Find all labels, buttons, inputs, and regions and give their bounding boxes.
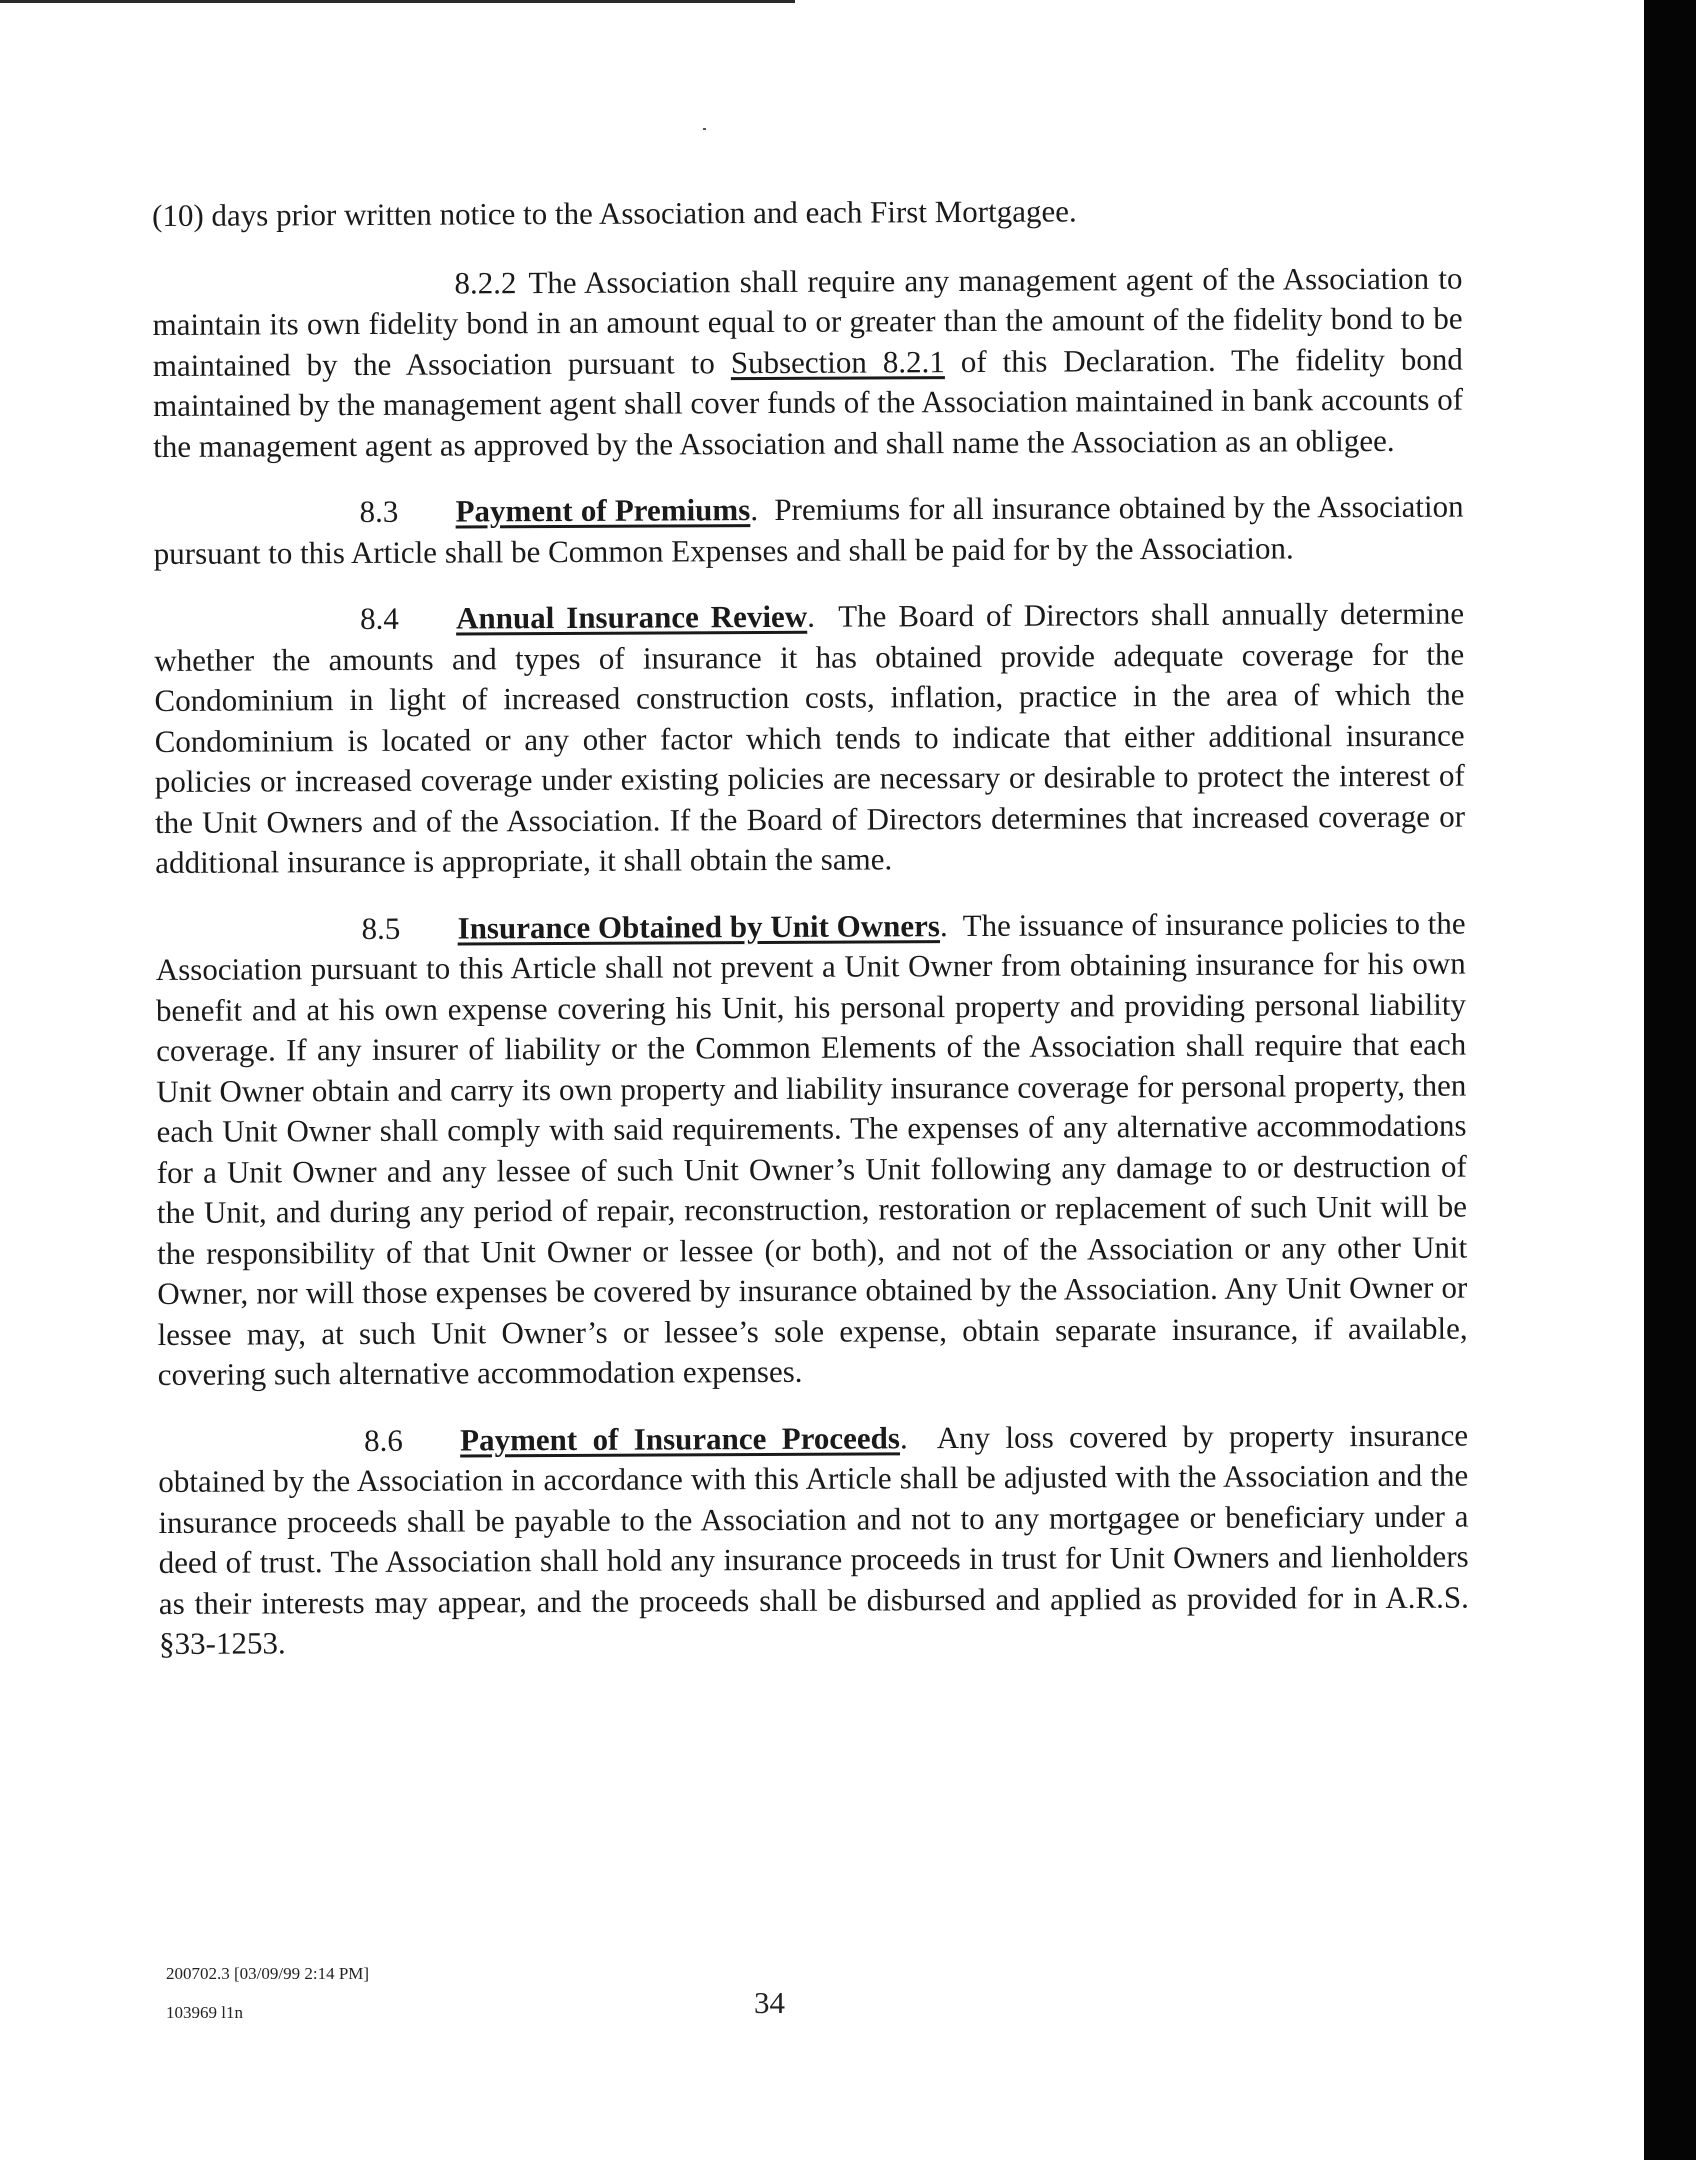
section-text: The issuance of insurance policies to the Association pursuant to this Article shall not prevent a Unit Owner from obtaining insurance for his own benefit and at his own expense covering his Unit, his personal property and providing personal liability coverage. If any insurer of liability or the Common Elements of the Association shall require that each Unit Owner obtain and carry its own property and liability insurance coverage for personal property, then each Unit Owner shall comply with said requirements. The expenses of any alternative accommodations for a Unit Owner and any lessee of such Unit Owner’s Unit following any damage to or destruction of the Unit, and during any period of repair, reconstruction, restoration or replacement of such Unit will be the responsibility of that Unit Owner or lessee (or both), and not of the Association or any other Unit Owner, nor will those expenses be covered by insurance obtained by the Association. Any Unit Owner or lessee may, at such Unit Owner’s or lessee’s sole expense, obtain separate insurance, if available, covering such alternative accommodation expenses. — [155, 905, 1468, 1392]
footer-file-code: 103969 l1n — [166, 2003, 243, 2022]
section-text: The Board of Directors shall annually determine whether the amounts and types of insurance it has obtained provide adequate coverage for the Condominium in light of increased construction costs, inflation, practice in the area of which the Condominium is located or any other factor which tends to indicate that either additional insurance policies or increased coverage under existing policies are necessary or desirable to protect the interest of the Unit Owners and of the Association. If the Board of Directors determines that increased coverage or additional insurance is appropriate, it shall obtain the same. — [154, 595, 1466, 880]
opening-line: (10) days prior written notice to the Association and each First Mortgagee. — [152, 193, 1077, 233]
section-number: 8.3 — [359, 493, 399, 529]
section-heading: Payment of Insurance Proceeds — [459, 1419, 901, 1458]
cross-reference: Subsection 8.2.1 — [730, 343, 945, 380]
section-8-2-2 — [152, 258, 1463, 467]
section-number: 8.4 — [359, 600, 399, 636]
heading-period: . — [750, 492, 759, 528]
heading-period: . — [939, 907, 948, 943]
section-8-3 — [153, 487, 1463, 574]
section-8-4 — [154, 594, 1465, 884]
section-number: 8.2.2 — [454, 264, 517, 301]
section-8-6 — [158, 1415, 1469, 1664]
heading-period: . — [899, 1419, 908, 1455]
section-text: Any loss covered by property insurance obtained by the Association in accordance with this Article shall be adjusted with the Association and the insurance proceeds shall be payable to the Association and not to any mortgagee or beneficiary under a deed of trust. The Association shall hold any insurance proceeds in trust for Unit Owners and lienholders as their interests may appear, and the proceeds shall be disbursed and applied as provided for in A.R.S. §33-1253. — [158, 1417, 1469, 1661]
section-heading: Annual Insurance Review — [455, 598, 808, 636]
section-heading: Insurance Obtained by Unit Owners — [457, 907, 941, 946]
scan-top-rule — [0, 0, 795, 3]
section-text-continued: of this Declaration. The fidelity bond maintained by the management agent shall cover funds of the Association maintained in bank accounts of the management agent as approved by the Association and shall name the Association as an obligee. — [152, 341, 1464, 464]
section-8-5 — [155, 903, 1467, 1395]
document-page — [152, 190, 1469, 1691]
section-text: The Association shall require any management agent of the Association to maintain its own fidelity bond in an amount equal to or greater than the amount of the fidelity bond to be maintained by the Association pursuant to — [152, 260, 1463, 383]
section-text: Premiums for all insurance obtained by the Association pursuant to this Article shall be Common Expenses and shall be paid for by the Association. — [153, 488, 1464, 571]
section-number: 8.5 — [361, 910, 401, 946]
heading-period: . — [807, 598, 815, 634]
section-heading: Payment of Premiums — [455, 492, 751, 529]
section-number: 8.6 — [363, 1422, 403, 1458]
scan-right-edge — [1644, 0, 1696, 2160]
page-number: 34 — [754, 1985, 785, 2020]
footer-document-code: 200702.3 [03/09/99 2:14 PM] — [166, 1964, 370, 1983]
scan-speck — [703, 128, 706, 130]
